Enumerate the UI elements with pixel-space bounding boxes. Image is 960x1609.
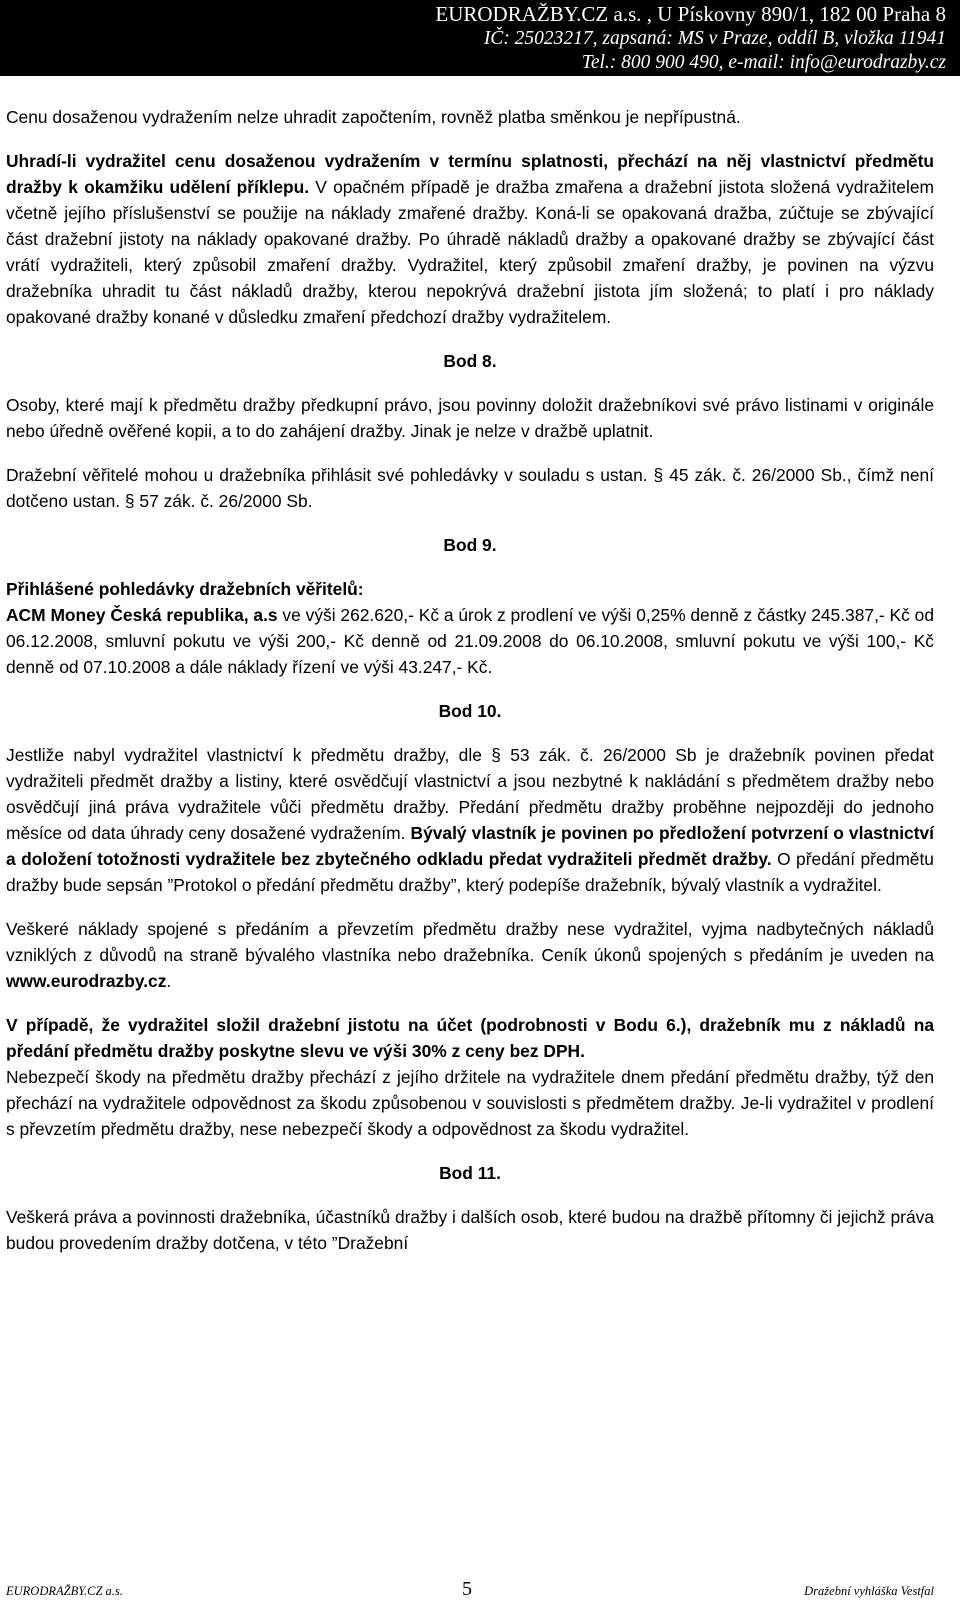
letterhead <box>0 0 960 76</box>
section-heading-bod-11: Bod 11. <box>439 1163 501 1183</box>
paragraph-payment: Cenu dosaženou vydražením nelze uhradit započtením, rovněž platba směnkou je nepřípustná. <box>6 107 741 127</box>
website-link[interactable]: www.eurodrazby.cz <box>6 971 167 991</box>
section-heading-bod-8: Bod 8. <box>443 351 497 371</box>
paragraph-ownership-transfer <box>6 148 934 330</box>
creditor-name: ACM Money Česká republika, a.s <box>6 605 278 625</box>
paragraph-claim <box>6 602 934 680</box>
paragraph-discount: V případě, že vydražitel složil dražební jistotu na účet (podrobnosti v Bodu 6.), dražebník mu z nákladů na předání předmětu dražby poskytne slevu ve výši 30% z ceny bez DPH. <box>6 1015 934 1061</box>
company-contact: Tel.: 800 900 490, e-mail: info@eurodrazby.cz <box>581 52 946 73</box>
page-footer <box>0 1576 960 1609</box>
page-number: 5 <box>462 1578 472 1600</box>
section-heading-bod-9: Bod 9. <box>443 535 497 555</box>
paragraph-costs: Veškeré náklady spojené s předáním a převzetím předmětu dražby nese vydražitel, vyjma nadbytečných nákladů vzniklých z důvodů na straně bývalého vlastníka nebo dražebníka. Ceník úkonů spojených s předáním je uveden na www.eurodrazby.cz. <box>6 919 934 991</box>
company-registration: IČ: 25023217, zapsaná: MS v Praze, oddíl B, vložka 11941 <box>483 28 946 49</box>
handover-bold: Bývalý vlastník je povinen po předložení potvrzení o vlastnictví a doložení totožnosti vydražitele bez zbytečného odkladu předat vydražiteli předmět dražby. <box>6 823 934 869</box>
section-heading-bod-10: Bod 10. <box>438 701 502 721</box>
company-address: EURODRAŽBY.CZ a.s. , U Pískovny 890/1, 182 00 Praha 8 <box>435 2 946 26</box>
paragraph-creditors: Dražební věřitelé mohou u dražebníka přihlásit své pohledávky v souladu s ustan. § 45 zák. č. 26/2000 Sb., čímž není dotčeno ustan. § 57 zák. č. 26/2000 Sb. <box>6 465 934 511</box>
paragraph-preemption: Osoby, které mají k předmětu dražby předkupní právo, jsou povinny doložit dražebníkovi své právo listinami v originále nebo úředně ověřené kopii, a to do zahájení dražby. Jinak je nelze v dražbě uplatnit. <box>6 395 934 441</box>
ownership-transfer-bold: Uhradí-li vydražitel cenu dosaženou vydražením v termínu splatnosti, přechází na něj vlastnictví předmětu dražby k okamžiku udělení příklepu. <box>6 151 934 197</box>
ownership-transfer-text: V opačném případě je dražba zmařena a dražební jistota složená vydražitelem včetně jejího příslušenství se použije na náklady zmařené dražby. Koná-li se opakovaná dražba, zúčtuje se zbývající část dražební jistoty na náklady opakované dražby. Po úhradě nákladů dražby a opakované dražby se zbývající část vrátí vydražiteli, který způsobil zmaření dražby. Vydražitel, který způsobil zmaření dražby, je povinen na výzvu dražebníka uhradit tu část nákladů dražby, kterou nepokrývá dražební jistota jím složená; to platí i pro náklady opakované dražby konané v důsledku zmaření předchozí dražby vydražitelem. <box>6 177 934 327</box>
paragraph-risk: Nebezpečí škody na předmětu dražby přechází z jejího držitele na vydražitele dnem předání předmětu dražby, týž den přechází na vydražitele odpovědnost za škodu způsobenou v souvislosti s předmětem dražby. Je-li vydražitel v prodlení s převzetím předmětu dražby, nese nebezpečí škody a odpovědnost za škodu vydražitel. <box>6 1067 934 1139</box>
paragraph-handover: Jestliže nabyl vydražitel vlastnictví k předmětu dražby, dle § 53 zák. č. 26/2000 Sb je dražebník povinen předat vydražiteli předmět dražby a listiny, které osvědčují vlastnictví a jsou nezbytné k nakládání s předmětem dražby nebo osvědčují jiná práva vydražitele vůči předmětu dražby. Předání předmětu dražby proběhne nejpozději do jednoho měsíce od data úhrady ceny dosažené vydražením. Bývalý vlastník je povinen po předložení potvrzení o vlastnictví a doložení totožnosti vydražitele bez zbytečného odkladu předat vydražiteli předmět dražby. O předání předmětu dražby bude sepsán ”Protokol o předání předmětu dražby”, který podepíše dražebník, bývalý vlastník a vydražitel. <box>6 745 934 895</box>
claim-details: ve výši 262.620,- Kč a úrok z prodlení ve výši 0,25% denně z částky 245.387,- Kč od 06.12.2008, smluvní pokutu ve výši 200,- Kč denně od 21.09.2008 do 06.10.2008, smluvní pokutu ve výši 100,- Kč denně od 07.10.2008 a dále náklady řízení ve výši 43.247,- Kč. <box>6 605 935 677</box>
document-body <box>6 104 934 1274</box>
footer-document-title: Dražební vyhláška Vestfal <box>804 1584 934 1598</box>
claims-title: Přihlášené pohledávky dražebních věřitelů: <box>6 579 364 599</box>
footer-company: EURODRAŽBY.CZ a.s. <box>6 1584 123 1598</box>
paragraph-rights: Veškerá práva a povinnosti dražebníka, účastníků dražby i dalších osob, které budou na dražbě přítomny či jejichž práva budou provedením dražby dotčena, v této ”Dražební <box>6 1207 934 1253</box>
